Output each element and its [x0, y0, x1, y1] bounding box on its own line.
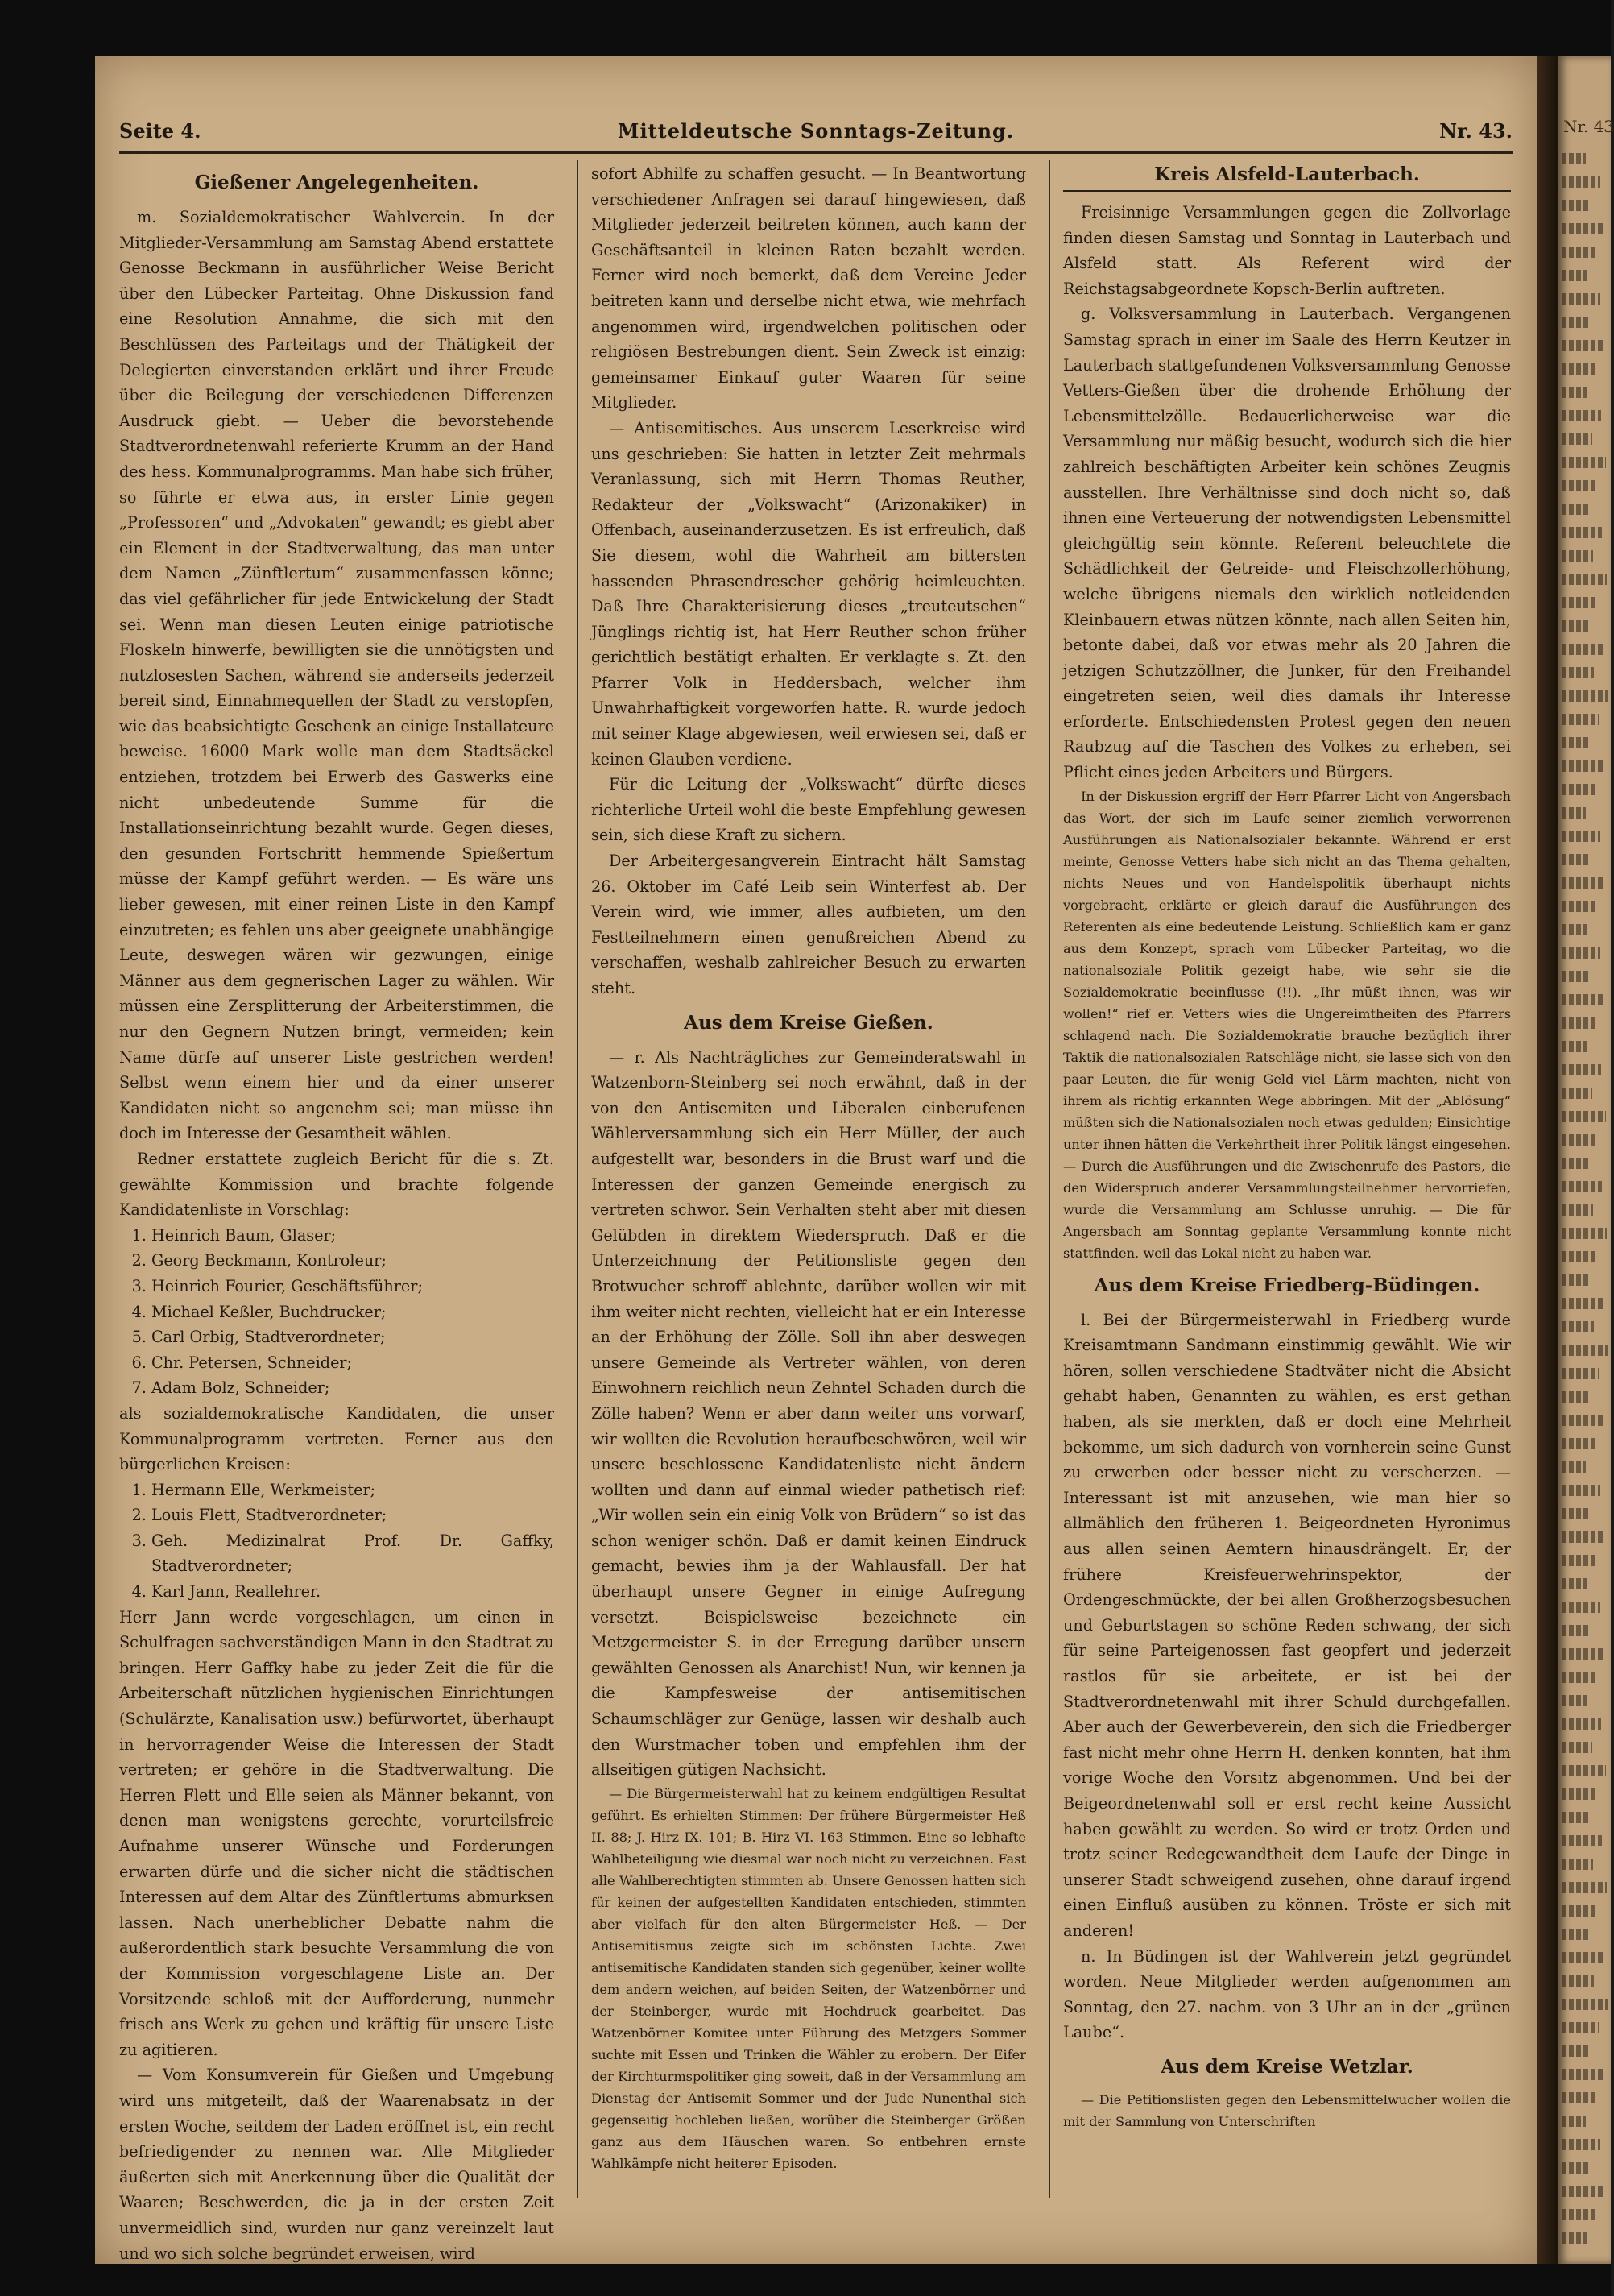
adjacent-page-text-fragment [1562, 924, 1587, 935]
adjacent-page-text-fragment [1562, 223, 1604, 234]
adjacent-page-text-fragment [1562, 2116, 1586, 2127]
adjacent-page-text-fragment [1562, 2232, 1587, 2244]
adjacent-page-text-fragment [1562, 1625, 1591, 1636]
adjacent-page-text-fragment [1562, 1812, 1588, 1823]
adjacent-page-text-fragment [1562, 2045, 1590, 2057]
article-freisinnige: Freisinnige Versammlungen gegen die Zollvorlage finden diesen Samstag und Sonntag in Lauterbach und Alsfeld statt. Als Referent wird der Reichstagsabgeordnete Kopsch-Berlin auftreten. [1063, 203, 1511, 298]
adjacent-page-text-fragment [1562, 1765, 1606, 1776]
page-number: Seite 4. [119, 119, 201, 143]
adjacent-page-text-fragment [1562, 1111, 1606, 1122]
adjacent-page-text-fragment [1562, 1508, 1591, 1519]
column-3 [1063, 161, 1511, 2191]
adjacent-page-text-fragment [1562, 1952, 1603, 1963]
adjacent-page-text-fragment [1562, 1415, 1604, 1426]
adjacent-page-text-fragment [1562, 270, 1587, 281]
adjacent-page-text-fragment [1562, 2162, 1591, 2174]
newspaper-title: Mitteldeutsche Sonntags-Zeitung. [617, 119, 1015, 143]
adjacent-page-text-fragment [1562, 1088, 1592, 1099]
adjacent-page-text-fragment [1562, 176, 1600, 188]
adjacent-page-text-fragment [1562, 504, 1588, 515]
section-heading-friedberg: Aus dem Kreise Friedberg-Büdingen. [1094, 1274, 1480, 1296]
adjacent-page-text-fragment [1562, 527, 1602, 538]
adjacent-page-text-fragment [1562, 1975, 1594, 1987]
adjacent-page-text-fragment [1562, 644, 1603, 655]
list-item: 2. Louis Flett, Stadtverordneter; [151, 1502, 554, 1528]
adjacent-page-text-fragment [1562, 1461, 1586, 1473]
issue-number: Nr. 43. [1439, 119, 1513, 143]
adjacent-page-text-fragment [1562, 1274, 1589, 1286]
adjacent-page-header: Nr. 43 [1563, 117, 1614, 136]
list-item: 2. Georg Beckmann, Kontroleur; [151, 1248, 554, 1274]
adjacent-page-text-fragment [1562, 2022, 1599, 2033]
adjacent-page-text-fragment [1562, 574, 1607, 585]
book-binding [1537, 56, 1558, 2264]
section-heading-giessen: Gießener Angelegenheiten. [194, 172, 479, 193]
adjacent-page-text-fragment [1562, 667, 1594, 678]
adjacent-page-text-fragment [1562, 200, 1591, 211]
adjacent-page-text-fragment [1562, 760, 1604, 772]
adjacent-page-text-fragment [1562, 293, 1600, 305]
list-item: 3. Heinrich Fourier, Geschäftsführer; [151, 1274, 554, 1299]
adjacent-page-text-fragment [1562, 340, 1605, 351]
section-heading-wetzlar: Aus dem Kreise Wetzlar. [1161, 2055, 1413, 2078]
adjacent-page-text-fragment [1562, 620, 1589, 632]
list-item: 3. Geh. Medizinalrat Prof. Dr. Gaffky, Stadtverordneter; [151, 1528, 554, 1579]
adjacent-page-text-fragment [1562, 1345, 1608, 1356]
candidate-list-social-democratic [119, 1223, 554, 1401]
adjacent-page-text-fragment [1562, 1648, 1605, 1660]
adjacent-page-text-fragment [1562, 1204, 1593, 1216]
article-volkswacht: Für die Leitung der „Volkswacht“ dürfte dieses richterliche Urteil wohl die beste Empfehlung gewesen sein, sich diese Kraft zu sichern. [591, 775, 1026, 845]
article-konsumverein-cont: sofort Abhilfe zu schaffen gesucht. — In Beantwortung verschiedener Anfragen sei darauf hingewiesen, daß Mitglieder jederzeit beitreten können, auch kann der Geschäftsanteil in kleinen Raten bezahlt werden. Ferner wird noch bemerkt, daß dem Vereine Jeder beitreten kann und derselbe nicht etwa, wie mehrfach angenommen wird, irgendwelchen politischen oder religiösen Bestrebungen dient. Sein Zweck ist einzig: gemeinsamer Einkauf guter Waaren für seine Mitglieder. [591, 164, 1026, 412]
article-petitionslisten: — Die Petitionslisten gegen den Lebensmittelwucher wollen die mit der Sammlung von Unterschriften [1063, 2091, 1511, 2129]
adjacent-page-text-fragment [1562, 807, 1586, 819]
adjacent-page-text-fragment [1562, 1158, 1588, 1169]
adjacent-page-text-fragment [1562, 2209, 1595, 2220]
header-rule [119, 151, 1513, 154]
adjacent-page-text-fragment [1562, 1835, 1602, 1846]
article-antisemitisches: — Antisemitisches. Aus unserem Leserkreise wird uns geschrieben: Sie hatten in letzter Zeit mehrmals Veranlassung, sich mit Herrn Thomas Reuther, Redakteur der „Volkswacht“ (Arizonakiker) in Offenbach, auseinanderzusetzen. Es ist erfreulich, daß Sie diesem, wohl die Wahrheit am bittersten hassenden Phrasendrescher gehörig heimleuchten. Daß Ihre Charakterisierung dieses „treuteutschen“ Jünglings richtig ist, hat Herr Reuther schon früher gerichtlich bestätigt erhalten. Er verklagte s. Zt. den Pfarrer Volk in Heddersbach, welcher ihm Unwahrhaftigkeit vorgeworfen hatte. R. wurde jedoch mit seiner Klage abgewiesen, weil erwiesen sei, daß er keinen Glauben verdiene. [591, 418, 1026, 769]
adjacent-page-text-fragment [1562, 317, 1591, 328]
article-buedingen: n. In Büdingen ist der Wahlverein jetzt gegründet worden. Neue Mitglieder werden aufgenommen am Sonntag, den 27. nachm. von 3 Uhr an in der „grünen Laube“. [1063, 1946, 1511, 2042]
adjacent-page-text-fragment [1562, 1695, 1587, 1706]
adjacent-page-text-fragment [1562, 901, 1595, 912]
adjacent-page-text-fragment [1562, 1228, 1607, 1239]
column-2 [591, 161, 1026, 2191]
list-item: 1. Hermann Elle, Werkmeister; [151, 1477, 554, 1503]
adjacent-page-text-fragment [1562, 971, 1591, 982]
adjacent-page-text-fragment [1562, 784, 1595, 795]
adjacent-page-text-fragment [1562, 1882, 1607, 1893]
adjacent-page-text-fragment [1562, 597, 1598, 608]
page-header [119, 119, 1513, 153]
adjacent-page-text-fragment [1562, 1438, 1595, 1449]
candidate-list-bourgeois [119, 1477, 554, 1605]
adjacent-page-text-fragment [1562, 714, 1599, 725]
adjacent-page-text-fragment [1562, 1531, 1604, 1543]
adjacent-page-text-fragment [1562, 480, 1597, 491]
adjacent-page-text-fragment [1562, 1321, 1594, 1332]
column-divider [577, 160, 578, 2198]
adjacent-page-text-fragment [1562, 1041, 1587, 1052]
article-wahlverein: m. Sozialdemokratischer Wahlverein. In der Mitglieder-Versammlung am Samstag Abend erstattete Genosse Beckmann in ausführlicher Weise Bericht über den Lübecker Parteitag. Ohne Diskussion fand eine Resolution Annahme, die sich mit den Beschlüssen des Parteitags und der Thätigkeit der Delegierten einverstanden erklärt und ihrer Freude über die Beilegung der verschiedenen Differenzen Ausdruck giebt. — Ueber die bevorstehende Stadtverordnetenwahl referierte Krumm an der Hand des hess. Kommunalprogramms. Man habe sich früher, so führte er etwa aus, in erster Linie gegen „Professoren“ und „Advokaten“ gewandt; es giebt aber ein Element in der Stadtverwaltung, das man unter dem Namen „Zünftlertum“ zusammenfassen könne; das viel gefährlicher für jede Entwickelung der Stadt sei. Wenn man diesen Leuten einige patriotische Floskeln hinwerfe, bewilligten sie die unnötigsten und nutzlosesten Sachen, während sie anderseits jederzeit bereit sind, Einnahmequellen der Stadt zu verstopfen, wie das beabsichtigte Geschenk an einige Installateure beweise. 16000 Mark wolle man dem Stadtsäckel entziehen, trotzdem bei Erwerb des Gaswerks eine nicht unbedeutende Summe für die Installationseinrichtung bezahlt wurde. Gegen dieses, den gesunden Fortschritt hemmende Spießertum müsse der Kampf geführt werden. — Es wäre uns lieber gewesen, mit einer reinen Liste in den Kampf einzutreten; es fehlen uns aber geeignete unabhängige Leute, deswegen wären wir gezwungen, einige Männer aus dem gegnerischen Lager zu wählen. Wir müssen eine Zersplitterung der Arbeiterstimmen, die nur den Gegnern Nutzen bringt, vermeiden; kein Name dürfe auf unserer Liste gestrichen werden! Selbst wenn einem hier und da einer unserer Kandidaten nicht so angenehm sei; man müsse ihn doch im Interesse der Gesamtheit wählen. [119, 208, 554, 1143]
list-item: 4. Karl Jann, Reallehrer. [151, 1579, 554, 1605]
adjacent-page-text-fragment [1562, 1602, 1600, 1613]
adjacent-page-text-fragment [1562, 690, 1608, 702]
article-gemeinderatswahl: — r. Als Nachträgliches zur Gemeinderatswahl in Watzenborn-Steinberg sei noch erwähnt, daß in der von den Antisemiten und Liberalen einberufenen Wählerversammlung sich ein Herr Müller, der auch aufgestellt war, besonders in die Brust warf und die Interessen der ganzen Gemeinde energisch zu vertreten schwor. Sein Verhalten steht aber mit diesen Gelübden in direktem Wiederspruch. Daß er die Unterzeichnung der Petitionsliste gegen den Brotwucher schroff ablehnte, darüber wollen wir mit ihm weiter nicht rechten, vielleicht hat er ein Interesse an der Erhöhung der Zölle. Soll ihn aber deswegen unsere Gemeinde als Vertreter wählen, von deren Einwohnern reichlich neun Zehntel Schaden durch die Zölle haben? Wenn er aber dann weiter uns vorwarf, wir wollten die Revolution heraufbeschwören, weil wir unsere beschlossene Kandidatenliste nicht ändern wollten und dann auf einmal wieder pathetisch rief: „Wir wollen sein ein einig Volk von Brüdern“ so ist das schon weniger schön. Daß er damit keinen Eindruck gemacht, bewies ihm ja der Wahlausfall. Der hat überhaupt unsere Gegner in einige Aufregung versetzt. Beispielsweise bezeichnete ein Metzgermeister S. in der Erregung darüber unsern gewählten Genossen als Anarchist! Nun, wir kennen ja die Kampfesweise der antisemitischen Schaumschläger zur Genüge, lassen wir deshalb auch den Wurstmacher toben und empfehlen ihm der allseitigen gütigen Nachsicht. [591, 1047, 1026, 1780]
adjacent-page-text-fragment [1562, 994, 1605, 1005]
adjacent-page-text-fragment [1562, 1181, 1602, 1192]
list-middle-text: als sozialdemokratische Kandidaten, die unser Kommunalprogramm vertreten. Ferner aus den bürgerlichen Kreisen: [119, 1403, 554, 1474]
adjacent-page-text-fragment [1562, 550, 1593, 562]
adjacent-page-text-fragment [1562, 1485, 1600, 1496]
adjacent-page-text-fragment [1562, 1999, 1608, 2010]
adjacent-page-text-fragment [1562, 1298, 1603, 1309]
list-item: 6. Chr. Petersen, Schneider; [151, 1350, 554, 1376]
section-heading-kreis-giessen: Aus dem Kreise Gießen. [684, 1011, 933, 1034]
adjacent-page-text-fragment [1562, 1788, 1597, 1800]
adjacent-page-text-fragment [1562, 457, 1606, 468]
newspaper-page [95, 56, 1537, 2264]
adjacent-page-text-fragment [1562, 2092, 1595, 2103]
adjacent-page-text-fragment [1562, 153, 1586, 164]
article-kandidatenliste-intro: Redner erstattete zugleich Bericht für die s. Zt. gewählte Kommission und brachte folgende Kandidatenliste in Vorschlag: [119, 1149, 554, 1220]
article-after-list: Herr Jann werde vorgeschlagen, um einen in Schulfragen sachverständigen Mann in den Stadtrat zu bringen. Herr Gaffky habe zu jeder Zeit die für die Arbeiterschaft nützlichen hygienischen Einrichtungen (Schulärzte, Kanalisation usw.) befürwortet, überhaupt in hervorragender Weise die Interessen der Stadt vertreten; er gehöre in die Stadtverwaltung. Die Herren Flett und Elle seien als Männer bekannt, von denen man wenigstens gerechte, vorurteilsfreie Aufnahme unserer Wünsche und Forderungen erwarten dürfe und die sicher nicht die städtischen Interessen auf dem Altar des Zünftlertums abmurksen lassen. Nach unerheblicher Debatte nahm die außerordentlich stark besuchte Versammlung die von der Kommission vorgeschlagene Liste an. Der Vorsitzende schloß mit der Aufforderung, nunmehr frisch ans Werk zu gehen und kräftig für unsere Liste zu agitieren. [119, 1607, 554, 2059]
adjacent-page-text-fragment [1562, 1905, 1598, 1917]
list-item: 7. Adam Bolz, Schneider; [151, 1375, 554, 1401]
adjacent-page-text-fragment [1562, 854, 1591, 865]
article-buergermeisterwahl-friedberg: l. Bei der Bürgermeisterwahl in Friedberg wurde Kreisamtmann Sandmann einstimmig gewählt. Wie wir hören, sollen verschiedene Stadtväter nicht die Absicht gehabt haben, Genannten zu wählen, es erst gethan haben, als sie merkten, daß er doch eine Mehrheit bekomme, um sich dadurch von vornherein seine Gunst zu erwerben oder besser nicht zu verscherzen. — Interessant ist mit anzusehen, wie man hier so allmählich den früheren 1. Beigeordneten Hyronimus aus allen seinen Aemtern hinausdrängelt. Er, der frühere Kreisfeuerwehrinspektor, der Ordengeschmückte, der bei allen Großherzogsbesuchen und Geburtstagen so schöne Reden schwang, der sich für seine Parteigenossen fast geopfert und jederzeit rastlos für sie arbeitete, er ist bei der Stadtverordnetenwahl mit ihrer Schuld durchgefallen. Aber auch der Gewerbeverein, den sich die Friedberger fast nicht mehr ohne Herrn H. denken konnten, hat ihm vorige Woche den Vorsitz abgenommen. Und bei der Beigeordnetenwahl soll er erst recht keine Aussicht haben gewählt zu werden. So wird er trotz Orden und trotz seiner Redegewandtheit dem Laufe der Dinge in unserer Stadt schweigend zusehen, ohne darauf irgend einen Einfluß ausüben zu können. Tröste er sich mit anderen! [1063, 1310, 1511, 1940]
adjacent-page-text-fragment [1562, 1391, 1590, 1403]
article-gesangverein: Der Arbeitergesangverein Eintracht hält Samstag 26. Oktober im Café Leib sein Winterfest ab. Der Verein wird, wie immer, alles aufbieten, um den Festteilnehmern einen genußreichen Abend zu verschaffen, weshalb zahlreicher Besuch zu erwarten steht. [591, 852, 1026, 997]
adjacent-page-text-fragment [1562, 737, 1590, 748]
article-volksversammlung: g. Volksversammlung in Lauterbach. Vergangenen Samstag sprach in einer im Saale des Herrn Keutzer in Lauterbach stattgefundenen Volksversammlung Genosse Vetters-Gießen über die drohende Erhöhung der Lebensmittelzölle. Bedauerlicherweise war die Versammlung nur mäßig besucht, wodurch sich die hier zahlreich beschäftigten Arbeiter kein schönes Zeugnis ausstellen. Ihre Verhältnisse sind doch nicht so, daß ihnen eine Verteuerung der notwendigsten Lebensmittel gleichgültig sein könnte. Referent beleuchtete die Schädlichkeit der Getreide- und Fleischzollerhöhung, welche übrigens niemals den wirklich notleidenden Kleinbauern etwas nützen könnte, nach allen Seiten hin, betonte dabei, daß vor etwas mehr als 20 Jahren die jetzigen Schutzzöllner, die Junker, für den Freihandel eingetreten seien, weil dies damals ihr Interesse erforderte. Entschiedensten Protest gegen den neuen Raubzug auf die Taschen des Volkes zu erheben, sei Pflicht eines jeden Arbeiters und Bürgers. [1063, 305, 1511, 782]
adjacent-page-text-fragment [1562, 2186, 1604, 2197]
article-buergermeisterwahl: — Die Bürgermeisterwahl hat zu keinem endgültigen Resultat geführt. Es erhielten Stimmen: Der frühere Bürgermeister Heß II. 88; J. Hirz IX. 101; B. Hirz VI. 163 Stimmen. Eine so lebhafte Wahlbeteiligung wie diesmal war noch nicht zu verzeichnen. Fast alle Wahlberechtigten stimmten ab. Unsere Genossen hatten sich für keinen der aufgestellten Kandidaten entschieden, stimmten aber vielfach für den alten Bürgermeister Heß. — Der Antisemitismus zeigte sich im schönsten Lichte. Zwei antisemitische Kandidaten standen sich gegenüber, keiner wollte dem andern weichen, auf beiden Seiten, der Watzenbörner und der Steinberger, wurde mit Hochdruck gearbeitet. Das Watzenbörner Komitee unter Führung des Metzgers Sommer suchte mit Essen und Trinken die Wähler zu erobern. Der Eifer der Kirchturmspolitiker ging soweit, daß in der Versammlung am Dienstag der Antisemit Sommer und der Jude Nunenthal sich gegenseitig hochleben ließen, worüber die Steinberger Größen ganz aus dem Häuschen waren. So entbehren ernste Wahlkämpfe nicht heiterer Episoden. [591, 1785, 1026, 2171]
column-divider [1049, 160, 1050, 2198]
column-1 [119, 161, 554, 2263]
adjacent-page-text-fragment [1562, 387, 1587, 398]
adjacent-page-text-fragment [1562, 947, 1600, 959]
adjacent-page-text-fragment [1562, 433, 1592, 445]
adjacent-page-edge [1558, 56, 1614, 2264]
section-heading-alsfeld: Kreis Alsfeld-Lauterbach. [1063, 161, 1511, 192]
adjacent-page-text-fragment [1562, 1718, 1601, 1730]
adjacent-page-text-fragment [1562, 410, 1601, 421]
adjacent-page-text-fragment [1562, 1672, 1596, 1683]
adjacent-page-text-fragment [1562, 1017, 1596, 1029]
adjacent-page-text-fragment [1562, 1859, 1593, 1870]
adjacent-page-text-fragment [1562, 1742, 1592, 1753]
list-item: 4. Michael Keßler, Buchdrucker; [151, 1299, 554, 1325]
adjacent-page-text-fragment [1562, 877, 1604, 889]
adjacent-page-text-fragment [1562, 1929, 1589, 1940]
adjacent-page-text-fragment [1562, 1555, 1595, 1566]
adjacent-page-text-fragment [1562, 1368, 1599, 1379]
adjacent-page-text-fragment [1562, 247, 1595, 258]
list-item: 5. Carl Orbig, Stadtverordneter; [151, 1324, 554, 1350]
adjacent-page-text-fragment [1562, 1064, 1601, 1075]
adjacent-page-text-fragment [1562, 1251, 1598, 1262]
adjacent-page-text-fragment [1562, 363, 1596, 375]
adjacent-page-text-fragment [1562, 1134, 1597, 1146]
adjacent-page-text-fragment [1562, 2139, 1600, 2150]
list-item: 1. Heinrich Baum, Glaser; [151, 1223, 554, 1249]
adjacent-page-text-fragment [1562, 831, 1600, 842]
article-konsumverein: — Vom Konsumverein für Gießen und Umgebung wird uns mitgeteilt, daß der Waarenabsatz in der ersten Woche, seitdem der Laden eröffnet ist, ein recht befriedigender zu nennen war. Alle Mitglieder äußerten sich mit Anerkennung über die Qualität der Waaren; Beschwerden, die ja in der ersten Zeit unvermeidlich sind, wurden nur ganz vereinzelt laut und wo sich solche begründet erweisen, wird [119, 2066, 554, 2263]
adjacent-page-text-fragment [1562, 1578, 1587, 1589]
article-diskussion: In der Diskussion ergriff der Herr Pfarrer Licht von Angersbach das Wort, der sich im Laufe seiner ziemlich verworrenen Ausführungen als Nationalsozialer bekannte. Während er erst meinte, Genosse Vetters habe sich nicht an das Thema gehalten, nichts Neues und von Handelspolitik überhaupt nichts vorgebracht, erklärte er gleich darauf die Ausführungen des Referenten als eine bedeutende Leistung. Schließlich kam er ganz aus dem Konzept, sprach vom Lübecker Parteitag, wo die nationalsoziale Politik gezeigt habe, wie sehr sie die Sozialdemokratie beeinflusse (!!). „Ihr müßt ihnen, was wir wollen!“ rief er. Vetters wies die Ungereimtheiten des Pfarrers schlagend nach. Die Sozialdemokratie brauche bezüglich ihrer Taktik die nationalsozialen Ratschläge nicht, sie lasse sich von den paar Leuten, die für wenig Geld viel Lärm machten, nicht von ihrem als richtig erkannten Wege abbringen. Mit der „Ablösung“ müßten sich die Nationalsozialen noch etwas gedulden; Einsichtige unter ihnen hätten die Verkehrtheit ihrer Politik längst eingesehen. — Durch die Ausführungen und die Zwischenrufe des Pastors, die den Widerspruch anderer Versammlungsteilnehmer hervorriefen, wurde die Versammlung am Schlusse unruhig. — Die für Angersbach am Sonntag geplante Versammlung konnte nicht stattfinden, weil das Lokal nicht zu haben war. [1063, 788, 1511, 1261]
adjacent-page-text-fragment [1562, 2069, 1604, 2080]
